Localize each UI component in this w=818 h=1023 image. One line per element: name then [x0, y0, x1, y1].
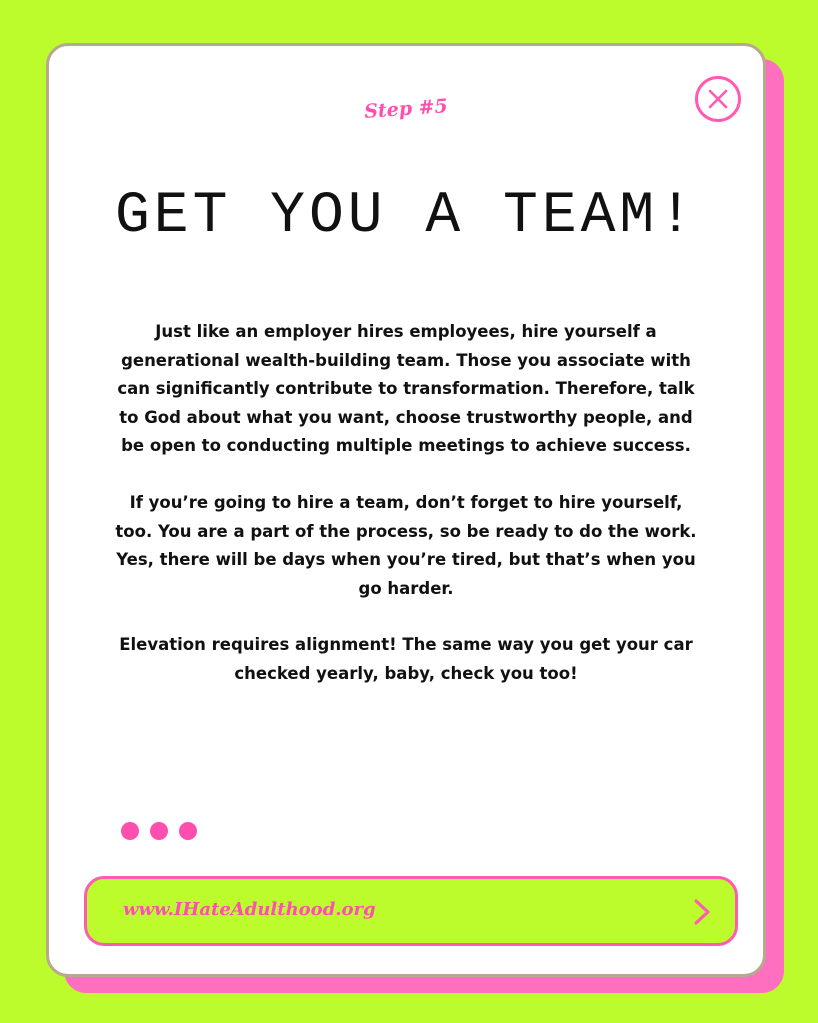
paragraph: Just like an employer hires employees, hire yourself a generational wealth-building team. Those you associate with can significantly contribute to transformation. Therefore, talk to God about what you want, choose trustworthy people, and be open to conducting multiple meetings to achieve success. [117, 322, 695, 456]
url-link[interactable]: www.IHateAdulthood.org [123, 899, 376, 920]
step-label: Step #5 [363, 95, 449, 123]
dot-icon [150, 822, 168, 840]
page-title: GET YOU A TEAM! [114, 184, 698, 249]
pagination-dots [121, 822, 197, 840]
dot-icon [121, 822, 139, 840]
url-bar[interactable] [84, 876, 738, 946]
chevron-right-icon[interactable] [691, 897, 713, 927]
paragraph: If you’re going to hire a team, don’t forget to hire yourself, too. You are a part of the process, so be ready to do the work. Yes, there will be days when you’re tired, but that’s when you go harder. [115, 492, 697, 598]
card [46, 43, 766, 977]
body-text [109, 318, 703, 717]
dot-icon [179, 822, 197, 840]
paragraph: Elevation requires alignment! The same way you get your car checked yearly, baby, check you too! [119, 635, 693, 683]
